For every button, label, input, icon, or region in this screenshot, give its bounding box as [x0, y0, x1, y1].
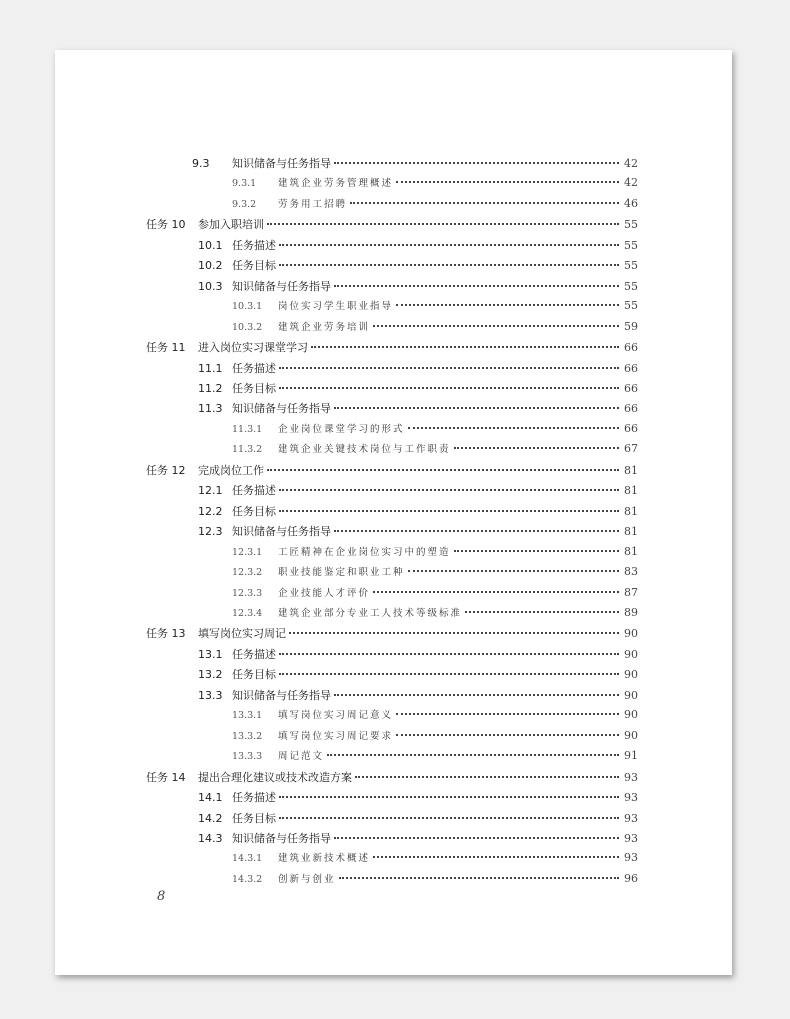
dot-leader: [279, 817, 619, 819]
toc-entry[interactable]: [146, 830, 638, 850]
toc-entry-title: 建筑业新技术概述: [278, 853, 371, 865]
toc-entry-title: 知识储备与任务指导: [232, 525, 331, 539]
toc-entry-number: 10.1: [198, 238, 223, 252]
toc-entry-page: 90: [624, 668, 638, 682]
toc-entry-number: 13.2: [198, 668, 223, 682]
toc-entry-page: 55: [624, 218, 638, 232]
toc-entry-number: 13.3.2: [232, 730, 263, 742]
toc-entry-page: 81: [624, 544, 638, 558]
toc-entry[interactable]: [146, 850, 638, 870]
dot-leader: [396, 181, 619, 183]
toc-entry[interactable]: [146, 810, 638, 830]
dot-leader: [373, 591, 619, 593]
toc-entry-title: 工匠精神在企业岗位实习中的塑造: [278, 546, 451, 558]
toc-entry[interactable]: [146, 666, 638, 686]
toc-entry-title: 创新与创业: [278, 873, 336, 885]
toc-entry-title: 知识储备与任务指导: [232, 279, 331, 293]
toc-entry-title: 任务目标: [232, 668, 276, 682]
toc-entry-title: 建筑企业劳务培训: [278, 321, 371, 333]
toc-entry-title: 参加入职培训: [198, 218, 264, 232]
dot-leader: [279, 387, 619, 389]
toc-entry-number: 任务 10: [146, 218, 186, 232]
toc-entry-number: 11.1: [198, 361, 223, 375]
toc-entry-page: 66: [624, 361, 638, 375]
toc-entry[interactable]: [146, 441, 638, 461]
toc-entry-number: 13.3.1: [232, 710, 263, 722]
toc-entry-number: 11.3.1: [232, 423, 263, 435]
table-of-contents: [146, 155, 638, 891]
toc-entry-title: 知识储备与任务指导: [232, 402, 331, 416]
toc-entry[interactable]: [146, 625, 638, 645]
toc-entry-number: 12.1: [198, 484, 223, 498]
toc-entry-page: 93: [624, 811, 638, 825]
toc-entry-number: 13.1: [198, 647, 223, 661]
toc-entry-title: 知识储备与任务指导: [232, 688, 331, 702]
toc-entry-title: 任务描述: [232, 238, 276, 252]
dot-leader: [396, 713, 619, 715]
toc-entry-page: 67: [624, 442, 638, 456]
toc-entry-page: 55: [624, 299, 638, 313]
toc-entry[interactable]: [146, 564, 638, 584]
toc-entry[interactable]: [146, 605, 638, 625]
toc-entry-page: 96: [624, 871, 638, 885]
toc-entry[interactable]: [146, 319, 638, 339]
toc-entry-page: 83: [624, 565, 638, 579]
toc-entry[interactable]: [146, 339, 638, 359]
toc-entry-page: 90: [624, 728, 638, 742]
dot-leader: [334, 407, 619, 409]
toc-entry-page: 55: [624, 238, 638, 252]
dot-leader: [465, 611, 619, 613]
toc-entry[interactable]: [146, 400, 638, 420]
toc-entry-page: 55: [624, 279, 638, 293]
toc-entry-page: 90: [624, 627, 638, 641]
toc-entry-title: 劳务用工招聘: [278, 198, 348, 210]
toc-entry-page: 42: [624, 176, 638, 190]
toc-entry[interactable]: [146, 216, 638, 236]
dot-leader: [454, 550, 619, 552]
toc-entry-number: 12.3.4: [232, 607, 263, 619]
toc-entry-number: 10.3.2: [232, 321, 263, 333]
toc-entry-number: 11.3.2: [232, 444, 263, 456]
toc-entry[interactable]: [146, 421, 638, 441]
dot-leader: [454, 447, 619, 449]
toc-entry-title: 知识储备与任务指导: [232, 157, 331, 170]
toc-entry-page: 81: [624, 484, 638, 498]
toc-entry[interactable]: [146, 585, 638, 605]
toc-entry-page: 93: [624, 791, 638, 805]
toc-entry-title: 任务目标: [232, 811, 276, 825]
dot-leader: [350, 202, 619, 204]
toc-entry[interactable]: [146, 237, 638, 257]
toc-entry-page: 90: [624, 708, 638, 722]
toc-entry-title: 任务描述: [232, 361, 276, 375]
toc-entry-number: 12.3: [198, 525, 223, 539]
toc-entry-page: 87: [624, 585, 638, 599]
toc-entry-title: 建筑企业劳务管理概述: [278, 178, 394, 190]
toc-entry-title: 填写岗位实习周记: [198, 627, 286, 641]
dot-leader: [267, 469, 619, 471]
toc-entry-number: 9.3: [192, 157, 210, 170]
toc-entry[interactable]: [146, 380, 638, 400]
dot-leader: [373, 325, 619, 327]
toc-entry[interactable]: [146, 175, 638, 195]
toc-entry[interactable]: [146, 196, 638, 216]
toc-entry-title: 提出合理化建议或技术改造方案: [198, 770, 352, 784]
toc-entry[interactable]: [146, 503, 638, 523]
dot-leader: [279, 510, 619, 512]
toc-entry-page: 89: [624, 605, 638, 619]
toc-entry[interactable]: [146, 482, 638, 502]
toc-entry-number: 12.3.2: [232, 567, 263, 579]
toc-entry-number: 12.3.1: [232, 546, 263, 558]
toc-entry-number: 14.3.1: [232, 853, 263, 865]
toc-entry-title: 企业岗位课堂学习的形式: [278, 423, 405, 435]
toc-entry[interactable]: [146, 769, 638, 789]
dot-leader: [334, 530, 619, 532]
toc-entry-page: 66: [624, 341, 638, 355]
dot-leader: [311, 346, 619, 348]
toc-entry-page: 55: [624, 259, 638, 273]
toc-entry-number: 9.3.2: [232, 198, 257, 210]
dot-leader: [339, 877, 619, 879]
toc-entry-number: 13.3: [198, 688, 223, 702]
dot-leader: [289, 632, 619, 634]
toc-entry[interactable]: [146, 646, 638, 666]
toc-entry[interactable]: [146, 462, 638, 482]
toc-entry[interactable]: [146, 871, 638, 891]
dot-leader: [334, 285, 619, 287]
toc-entry-page: 90: [624, 688, 638, 702]
dot-leader: [279, 653, 619, 655]
toc-entry[interactable]: [146, 789, 638, 809]
toc-entry-page: 93: [624, 851, 638, 865]
toc-entry-number: 14.1: [198, 791, 223, 805]
dot-leader: [408, 570, 619, 572]
toc-entry-title: 企业技能人才评价: [278, 587, 371, 599]
toc-entry-title: 建筑企业部分专业工人技术等级标准: [278, 607, 463, 619]
dot-leader: [355, 776, 619, 778]
toc-entry-number: 11.2: [198, 381, 223, 395]
toc-entry-number: 10.3: [198, 279, 223, 293]
toc-entry-page: 66: [624, 402, 638, 416]
toc-entry-page: 66: [624, 421, 638, 435]
toc-entry-title: 任务目标: [232, 504, 276, 518]
toc-entry-number: 14.3: [198, 831, 223, 845]
toc-entry[interactable]: [146, 748, 638, 768]
toc-entry-title: 知识储备与任务指导: [232, 831, 331, 845]
dot-leader: [267, 223, 619, 225]
toc-entry-number: 12.2: [198, 504, 223, 518]
toc-entry[interactable]: [146, 360, 638, 380]
dot-leader: [408, 427, 619, 429]
toc-entry-page: 46: [624, 196, 638, 210]
toc-entry-title: 任务目标: [232, 381, 276, 395]
toc-entry-number: 10.3.1: [232, 301, 263, 313]
toc-entry[interactable]: [146, 278, 638, 298]
dot-leader: [279, 264, 619, 266]
toc-entry-title: 任务描述: [232, 484, 276, 498]
toc-entry[interactable]: [146, 728, 638, 748]
toc-entry[interactable]: [146, 707, 638, 727]
toc-entry-number: 任务 11: [146, 341, 186, 355]
toc-entry-number: 10.2: [198, 259, 223, 273]
toc-entry-number: 任务 13: [146, 627, 186, 641]
toc-entry-title: 任务目标: [232, 259, 276, 273]
toc-entry-page: 81: [624, 525, 638, 539]
dot-leader: [279, 673, 619, 675]
toc-entry-number: 14.2: [198, 811, 223, 825]
toc-entry-page: 90: [624, 647, 638, 661]
toc-entry-page: 42: [624, 157, 638, 170]
toc-entry-page: 66: [624, 381, 638, 395]
toc-entry[interactable]: [146, 687, 638, 707]
toc-entry-number: 任务 12: [146, 463, 186, 477]
toc-entry[interactable]: [146, 544, 638, 564]
toc-entry[interactable]: [146, 155, 638, 175]
toc-entry-page: 93: [624, 770, 638, 784]
toc-entry-number: 13.3.3: [232, 751, 263, 763]
toc-entry-page: 59: [624, 319, 638, 333]
toc-entry-title: 任务描述: [232, 791, 276, 805]
toc-entry-number: 14.3.2: [232, 873, 263, 885]
toc-entry-number: 9.3.1: [232, 178, 257, 190]
toc-entry-title: 填写岗位实习周记意义: [278, 710, 394, 722]
dot-leader: [396, 734, 619, 736]
dot-leader: [373, 856, 619, 858]
dot-leader: [279, 796, 619, 798]
dot-leader: [279, 489, 619, 491]
dot-leader: [396, 304, 619, 306]
dot-leader: [279, 367, 619, 369]
toc-entry-title: 完成岗位工作: [198, 463, 264, 477]
toc-entry-title: 填写岗位实习周记要求: [278, 730, 394, 742]
toc-entry[interactable]: [146, 523, 638, 543]
toc-entry[interactable]: [146, 257, 638, 277]
toc-entry-page: 81: [624, 504, 638, 518]
page-number: 8: [157, 889, 166, 904]
toc-entry-title: 周记范文: [278, 751, 325, 763]
toc-entry-title: 进入岗位实习课堂学习: [198, 341, 308, 355]
toc-entry-title: 职业技能鉴定和职业工种: [278, 567, 405, 579]
toc-entry-page: 81: [624, 463, 638, 477]
toc-entry-page: 91: [624, 749, 638, 763]
toc-entry-title: 任务描述: [232, 647, 276, 661]
toc-entry-number: 11.3: [198, 402, 223, 416]
toc-entry-title: 建筑企业关键技术岗位与工作职责: [278, 444, 451, 456]
dot-leader: [334, 837, 619, 839]
dot-leader: [279, 244, 619, 246]
toc-entry-title: 岗位实习学生职业指导: [278, 301, 394, 313]
toc-entry-page: 93: [624, 831, 638, 845]
dot-leader: [334, 162, 619, 164]
dot-leader: [327, 754, 619, 756]
toc-entry[interactable]: [146, 298, 638, 318]
dot-leader: [334, 694, 619, 696]
toc-entry-number: 任务 14: [146, 770, 186, 784]
toc-entry-number: 12.3.3: [232, 587, 263, 599]
